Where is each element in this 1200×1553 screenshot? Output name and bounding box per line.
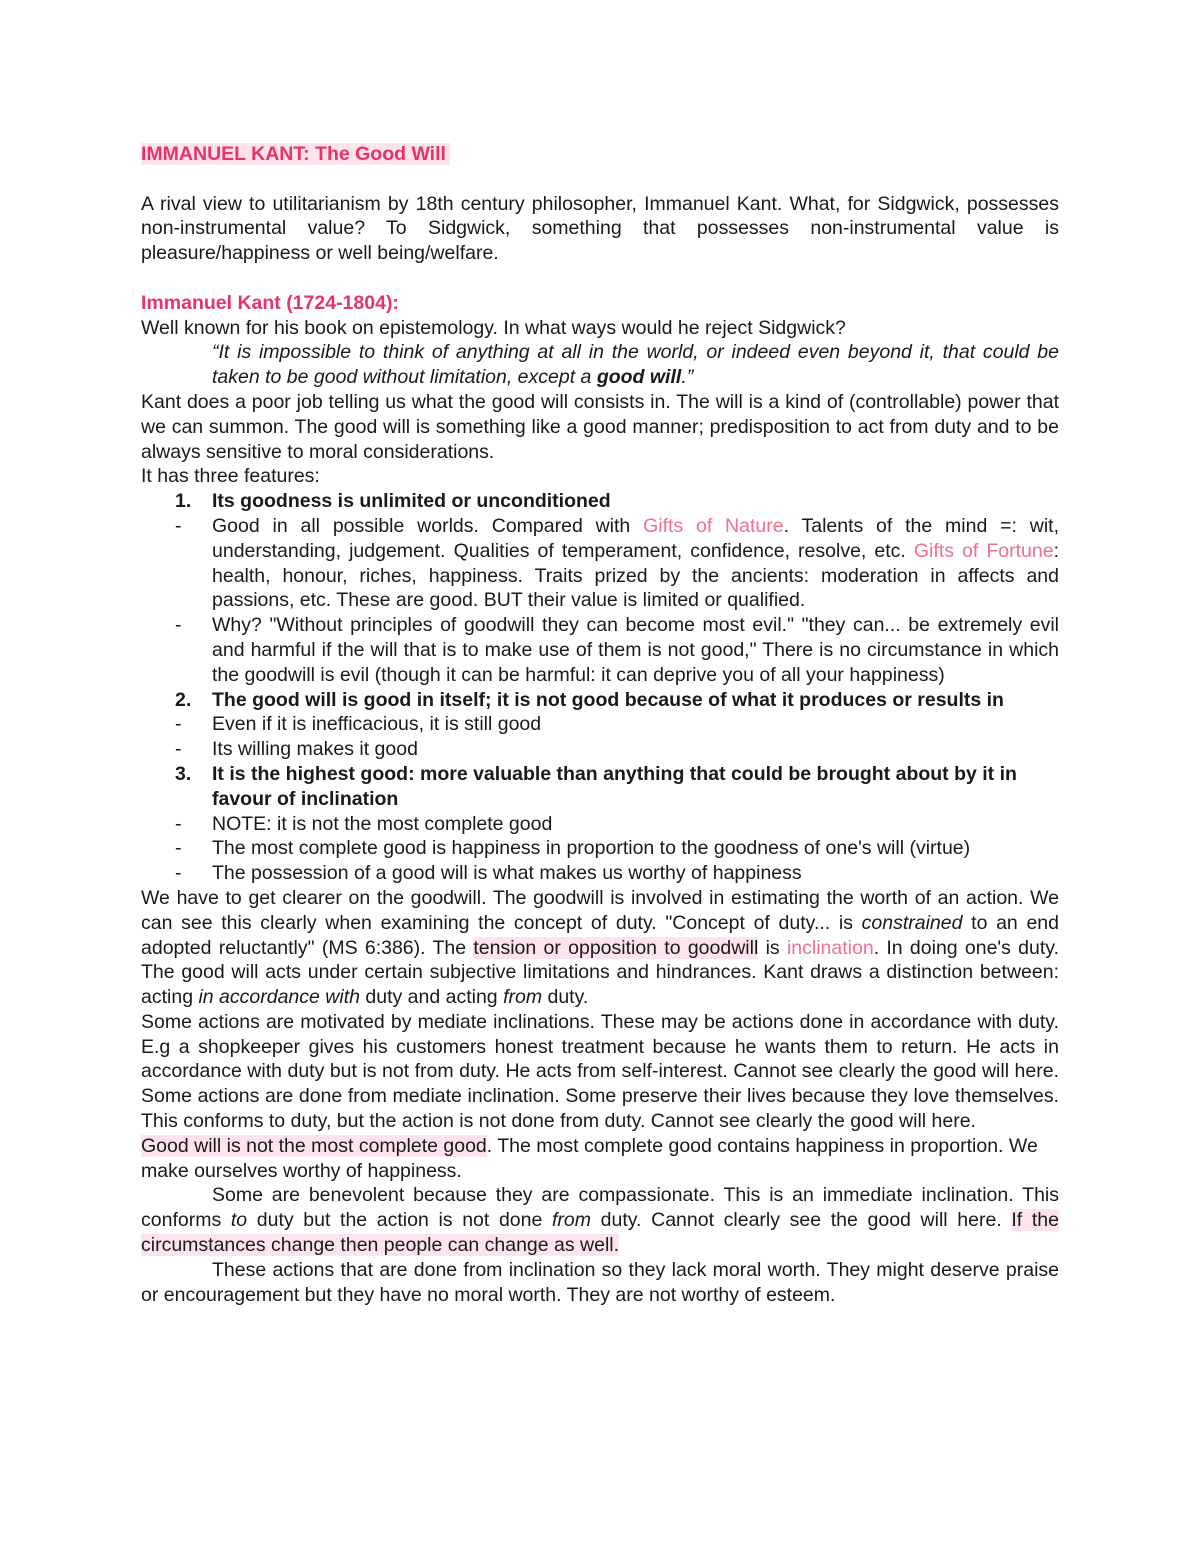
highlighted-text: Good will is not the most complete good: [141, 1134, 487, 1157]
features-intro: It has three features:: [141, 465, 320, 488]
feature-item: [141, 762, 1059, 812]
dash-item: - The most complete good is happiness in proportion to the goodness of one's will (virtue): [175, 837, 971, 860]
benevolent-paragraph: Some are benevolent because they are compassionate. This is an immediate inclination. This conforms to duty but the action is not done from duty. Cannot clearly see the good will here. If the circumstances change then people can change as well.: [141, 1184, 1059, 1257]
dash-item: - Good in all possible worlds. Compared with Gifts of Nature. Talents of the mind =: wit, understanding, judgement. Qualities of temperament, confidence, resolve, etc. Gifts of Fortune: health, honour, riches, happiness. Traits prized by the ancients: moderation in affects and passions, etc. These are good. BUT their value is limited or qualified.: [175, 514, 1059, 612]
dash-item: - NOTE: it is not the most complete good: [175, 812, 553, 835]
complete-good-paragraph: Good will is not the most complete good. The most complete good contains happiness in proportion. We make ourselves worthy of happiness.: [141, 1134, 1038, 1182]
highlighted-text: If the circumstances change then people can change as well.: [141, 1209, 1059, 1257]
dash-bullet: -: [175, 713, 182, 736]
feature-heading: It is the highest good: more valuable than anything that could be brought about by it in favour of inclination: [212, 762, 1017, 810]
feature-number: 1.: [175, 490, 192, 513]
blank-line: [141, 266, 1059, 291]
gifts-of-fortune-term: Gifts of Fortune: [913, 539, 1054, 562]
dash-item: - The possession of a good will is what makes us worthy of happiness: [175, 862, 802, 885]
feature-number: 3.: [175, 762, 192, 785]
will-paragraph: Kant does a poor job telling us what the good will consists in. The will is a kind of (controllable) power that we can summon. The good will is something like a good manner; predisposition to act from duty and to be always sensitive to moral considerations.: [141, 390, 1059, 463]
blank-line: [141, 167, 1059, 192]
dash-bullet: -: [175, 614, 182, 637]
known-line: Well known for his book on epistemology. In what ways would he reject Sidgwick?: [141, 316, 846, 339]
duty-paragraph: We have to get clearer on the goodwill. The goodwill is involved in estimating the worth of an action. We can see this clearly when examining the concept of duty. "Concept of duty... is constrained to an end adopted reluctantly" (MS 6:386). The tension or opposition to goodwill is inclination. In doing one's duty. The good will acts under certain subjective limitations and hindrances. Kant draws a distinction between: acting in accordance with duty and acting from duty.: [141, 886, 1060, 1009]
feature-heading: Its goodness is unlimited or unconditioned: [212, 490, 611, 513]
gifts-of-nature-term: Gifts of Nature: [643, 514, 784, 537]
kant-quote: “It is impossible to think of anything at all in the world, or indeed even beyond it, that could be taken to be good without limitation, except a good will.”: [212, 341, 1059, 389]
inclination-paragraph: These actions that are done from inclination so they lack moral worth. They might deserve praise or encouragement but they have no moral worth. They are not worthy of esteem.: [141, 1258, 1059, 1306]
highlighted-text: tension or opposition to goodwill: [473, 936, 759, 959]
intro-paragraph: A rival view to utilitarianism by 18th century philosopher, Immanuel Kant. What, for Sidgwick, possesses non-instrumental value? To Sidgwick, something that possesses non-instrumental value is pleasure/happiness or well being/welfare.: [141, 192, 1059, 265]
feature-number: 2.: [175, 688, 192, 711]
dash-bullet: -: [175, 837, 182, 860]
dash-item: - Even if it is inefficacious, it is still good: [175, 713, 542, 736]
dash-bullet: -: [175, 738, 182, 761]
mediate-paragraph: Some actions are motivated by mediate inclinations. These may be actions done in accordance with duty. E.g a shopkeeper gives his customers honest treatment because he wants them to return. He acts in accordance with duty but is not from duty. He acts from self-interest. Cannot see clearly the good will here. Some actions are done from mediate inclination. Some preserve their lives because they love themselves. This conforms to duty, but the action is not done from duty. Cannot see clearly the good will here.: [141, 1010, 1059, 1133]
dash-item: - Why? "Without principles of goodwill they can become most evil." "they can... be extremely evil and harmful if the will that is to make use of them is not good," There is no circumstance in which the goodwill is evil (though it can be harmful: it can deprive you of all your happiness): [175, 614, 1059, 686]
section-heading: Immanuel Kant (1724-1804):: [141, 291, 399, 314]
dash-bullet: -: [175, 812, 182, 835]
document-page: [141, 130, 1059, 1307]
document-title: IMMANUEL KANT: The Good Will: [141, 142, 1059, 167]
dash-bullet: -: [175, 514, 182, 537]
feature-heading: The good will is good in itself; it is not good because of what it produces or results in: [212, 688, 1004, 711]
dash-bullet: -: [175, 862, 182, 885]
feature-item: [141, 688, 1059, 713]
feature-item: [141, 489, 1059, 514]
inclination-term: inclination: [786, 936, 874, 959]
dash-item: - Its willing makes it good: [175, 738, 418, 761]
